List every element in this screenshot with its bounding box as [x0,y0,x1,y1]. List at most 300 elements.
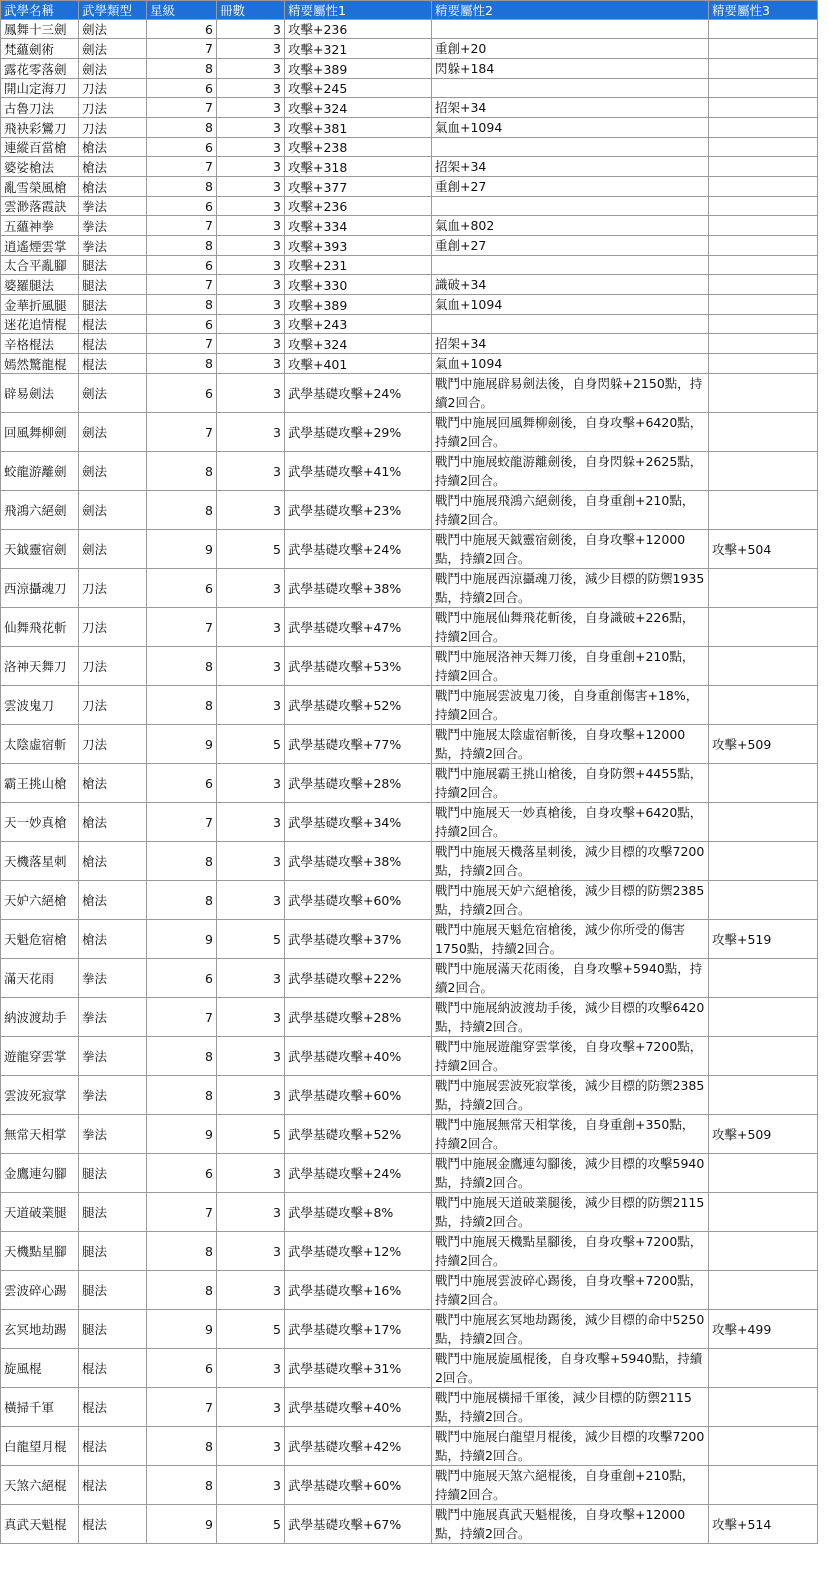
cell-type: 刀法 [79,647,147,686]
table-row [1,491,818,530]
cell-attr-2: 招架+34 [432,98,709,118]
cell-attr-1: 攻擊+236 [285,197,432,216]
cell-type: 棍法 [79,334,147,354]
cell-name: 雲波鬼刀 [1,686,79,725]
table-row [1,177,818,197]
cell-name: 橫掃千軍 [1,1388,79,1427]
cell-name: 天機點星腳 [1,1232,79,1271]
table-row [1,20,818,39]
cell-attr-1: 武學基礎攻擊+53% [285,647,432,686]
cell-attr-1: 攻擊+324 [285,334,432,354]
cell-attr-1: 武學基礎攻擊+38% [285,569,432,608]
cell-stars: 9 [147,530,217,569]
cell-stars: 9 [147,920,217,959]
cell-stars: 9 [147,725,217,764]
cell-attr-2: 戰鬥中施展天機點星腳後，自身攻擊+7200點，持續2回合。 [432,1232,709,1271]
cell-stars: 8 [147,236,217,256]
cell-attr-1: 攻擊+231 [285,256,432,275]
cell-attr-1: 武學基礎攻擊+24% [285,374,432,413]
table-row [1,256,818,275]
cell-attr-3 [709,79,818,98]
cell-attr-1: 武學基礎攻擊+60% [285,881,432,920]
cell-attr-1: 武學基礎攻擊+41% [285,452,432,491]
cell-stars: 8 [147,354,217,374]
cell-stars: 6 [147,20,217,39]
cell-name: 玄冥地劫踢 [1,1310,79,1349]
cell-volumes: 3 [217,998,285,1037]
cell-type: 劍法 [79,491,147,530]
cell-volumes: 3 [217,157,285,177]
cell-attr-3 [709,275,818,295]
cell-type: 劍法 [79,59,147,79]
cell-attr-2: 重創+27 [432,236,709,256]
cell-volumes: 3 [217,1427,285,1466]
cell-volumes: 3 [217,803,285,842]
cell-name: 天道破業腿 [1,1193,79,1232]
cell-attr-1: 武學基礎攻擊+77% [285,725,432,764]
cell-volumes: 3 [217,959,285,998]
cell-type: 腿法 [79,1193,147,1232]
cell-attr-2: 戰鬥中施展玄冥地劫踢後，減少目標的命中5250點，持續2回合。 [432,1310,709,1349]
table-row [1,725,818,764]
cell-attr-3 [709,959,818,998]
cell-attr-1: 武學基礎攻擊+37% [285,920,432,959]
cell-attr-3 [709,334,818,354]
cell-attr-1: 武學基礎攻擊+38% [285,842,432,881]
cell-type: 劍法 [79,374,147,413]
cell-stars: 6 [147,374,217,413]
table-row [1,686,818,725]
cell-attr-3 [709,608,818,647]
header-stars: 星級 [147,1,217,20]
cell-type: 拳法 [79,1115,147,1154]
cell-stars: 9 [147,1310,217,1349]
cell-attr-2: 氣血+1094 [432,354,709,374]
cell-attr-3 [709,764,818,803]
table-row [1,275,818,295]
cell-type: 棍法 [79,1427,147,1466]
cell-attr-2: 戰鬥中施展蛟龍游離劍後，自身閃躲+2625點，持續2回合。 [432,452,709,491]
table-row [1,118,818,138]
cell-name: 霸王挑山槍 [1,764,79,803]
cell-stars: 6 [147,764,217,803]
cell-attr-2: 戰鬥中施展天一妙真槍後，自身攻擊+6420點，持續2回合。 [432,803,709,842]
table-row [1,295,818,315]
cell-type: 槍法 [79,138,147,157]
cell-attr-1: 攻擊+401 [285,354,432,374]
cell-attr-1: 武學基礎攻擊+34% [285,803,432,842]
cell-attr-1: 攻擊+324 [285,98,432,118]
cell-type: 槍法 [79,920,147,959]
cell-volumes: 3 [217,216,285,236]
cell-stars: 8 [147,647,217,686]
cell-attr-2: 戰鬥中施展橫掃千軍後，減少目標的防禦2115點，持續2回合。 [432,1388,709,1427]
table-row [1,842,818,881]
table-row [1,413,818,452]
table-body [1,20,818,1544]
cell-volumes: 3 [217,79,285,98]
cell-name: 真武天魁棍 [1,1505,79,1544]
cell-volumes: 3 [217,842,285,881]
cell-name: 旋風棍 [1,1349,79,1388]
table-row [1,1076,818,1115]
cell-name: 無常天相掌 [1,1115,79,1154]
cell-name: 飛袂彩鸞刀 [1,118,79,138]
cell-stars: 8 [147,881,217,920]
cell-stars: 8 [147,1232,217,1271]
cell-attr-3: 攻擊+519 [709,920,818,959]
cell-volumes: 5 [217,725,285,764]
cell-type: 腿法 [79,256,147,275]
cell-name: 雲渺落霞訣 [1,197,79,216]
cell-volumes: 3 [217,354,285,374]
cell-name: 回風舞柳劍 [1,413,79,452]
table-row [1,1349,818,1388]
table-row [1,334,818,354]
cell-attr-1: 武學基礎攻擊+8% [285,1193,432,1232]
cell-type: 腿法 [79,1310,147,1349]
cell-attr-3 [709,1154,818,1193]
cell-type: 槍法 [79,764,147,803]
cell-volumes: 3 [217,98,285,118]
table-row [1,315,818,334]
cell-attr-1: 武學基礎攻擊+23% [285,491,432,530]
cell-attr-3 [709,354,818,374]
cell-type: 刀法 [79,608,147,647]
cell-stars: 7 [147,998,217,1037]
table-row [1,1193,818,1232]
cell-name: 露花零落劍 [1,59,79,79]
cell-name: 飛鴻六絕劍 [1,491,79,530]
cell-stars: 8 [147,118,217,138]
cell-stars: 6 [147,315,217,334]
cell-volumes: 3 [217,1193,285,1232]
cell-volumes: 3 [217,236,285,256]
cell-stars: 7 [147,216,217,236]
cell-stars: 8 [147,1076,217,1115]
cell-volumes: 3 [217,256,285,275]
cell-attr-3 [709,1037,818,1076]
cell-volumes: 3 [217,59,285,79]
table-row [1,354,818,374]
table-row [1,59,818,79]
cell-attr-2: 戰鬥中施展雲波死寂掌後，減少目標的防禦2385點，持續2回合。 [432,1076,709,1115]
table-row [1,608,818,647]
header-attr-2: 精要屬性2 [432,1,709,20]
cell-volumes: 3 [217,569,285,608]
cell-attr-3 [709,157,818,177]
cell-name: 天一妙真槍 [1,803,79,842]
cell-volumes: 3 [217,334,285,354]
cell-stars: 8 [147,1271,217,1310]
cell-name: 連縱百當槍 [1,138,79,157]
cell-name: 天魁危宿槍 [1,920,79,959]
cell-attr-2: 氣血+1094 [432,118,709,138]
cell-volumes: 3 [217,1154,285,1193]
cell-name: 白龍望月棍 [1,1427,79,1466]
cell-name: 嫣然驚龍棍 [1,354,79,374]
cell-name: 蛟龍游離劍 [1,452,79,491]
cell-attr-1: 武學基礎攻擊+52% [285,1115,432,1154]
table-row [1,1271,818,1310]
cell-attr-1: 武學基礎攻擊+24% [285,1154,432,1193]
table-row [1,79,818,98]
cell-name: 西涼攝魂刀 [1,569,79,608]
cell-attr-1: 攻擊+330 [285,275,432,295]
cell-volumes: 3 [217,1076,285,1115]
cell-name: 天機落星刺 [1,842,79,881]
cell-attr-2: 戰鬥中施展雲波鬼刀後，自身重創傷害+18%，持續2回合。 [432,686,709,725]
table-row [1,216,818,236]
cell-attr-2: 戰鬥中施展天道破業腿後，減少目標的防禦2115點，持續2回合。 [432,1193,709,1232]
cell-attr-1: 攻擊+318 [285,157,432,177]
cell-attr-2: 重創+27 [432,177,709,197]
cell-name: 辛格棍法 [1,334,79,354]
table-row [1,1154,818,1193]
cell-attr-3 [709,803,818,842]
cell-attr-2: 戰鬥中施展霸王挑山槍後，自身防禦+4455點，持續2回合。 [432,764,709,803]
cell-stars: 6 [147,197,217,216]
cell-stars: 7 [147,334,217,354]
cell-name: 天鉞靈宿劍 [1,530,79,569]
cell-stars: 7 [147,1193,217,1232]
cell-attr-1: 攻擊+238 [285,138,432,157]
cell-attr-2: 戰鬥中施展納波渡劫手後，減少目標的攻擊6420點，持續2回合。 [432,998,709,1037]
table-row [1,138,818,157]
cell-name: 開山定海刀 [1,79,79,98]
header-volumes: 冊數 [217,1,285,20]
cell-type: 槍法 [79,157,147,177]
cell-name: 遊龍穿雲掌 [1,1037,79,1076]
cell-volumes: 3 [217,881,285,920]
cell-type: 拳法 [79,998,147,1037]
cell-attr-3 [709,1076,818,1115]
cell-stars: 9 [147,1505,217,1544]
cell-attr-3 [709,881,818,920]
cell-stars: 8 [147,177,217,197]
cell-type: 拳法 [79,959,147,998]
cell-attr-2: 戰鬥中施展回風舞柳劍後，自身攻擊+6420點，持續2回合。 [432,413,709,452]
cell-type: 拳法 [79,197,147,216]
cell-stars: 7 [147,1388,217,1427]
cell-attr-3 [709,1232,818,1271]
cell-name: 五蘊神拳 [1,216,79,236]
cell-type: 刀法 [79,98,147,118]
cell-stars: 7 [147,98,217,118]
cell-attr-2 [432,256,709,275]
cell-attr-1: 武學基礎攻擊+67% [285,1505,432,1544]
cell-attr-1: 武學基礎攻擊+24% [285,530,432,569]
cell-volumes: 3 [217,1349,285,1388]
cell-volumes: 3 [217,39,285,59]
cell-volumes: 3 [217,608,285,647]
cell-attr-2: 閃躲+184 [432,59,709,79]
cell-type: 棍法 [79,1349,147,1388]
cell-stars: 8 [147,491,217,530]
cell-attr-2: 戰鬥中施展旋風棍後，自身攻擊+5940點，持續2回合。 [432,1349,709,1388]
cell-stars: 8 [147,842,217,881]
cell-type: 劍法 [79,39,147,59]
cell-attr-3 [709,569,818,608]
cell-type: 槍法 [79,803,147,842]
cell-volumes: 3 [217,20,285,39]
cell-stars: 7 [147,157,217,177]
cell-attr-3 [709,413,818,452]
cell-type: 劍法 [79,20,147,39]
cell-attr-3 [709,315,818,334]
cell-attr-3 [709,686,818,725]
cell-volumes: 3 [217,686,285,725]
header-name: 武學名稱 [1,1,79,20]
cell-attr-1: 武學基礎攻擊+31% [285,1349,432,1388]
cell-stars: 8 [147,59,217,79]
table-row [1,569,818,608]
cell-name: 金華折風腿 [1,295,79,315]
header-type: 武學類型 [79,1,147,20]
cell-attr-1: 攻擊+389 [285,295,432,315]
cell-type: 腿法 [79,275,147,295]
cell-stars: 6 [147,1154,217,1193]
cell-name: 納波渡劫手 [1,998,79,1037]
cell-attr-2: 戰鬥中施展天機落星刺後，減少目標的攻擊7200點，持續2回合。 [432,842,709,881]
cell-attr-2 [432,138,709,157]
cell-attr-2: 戰鬥中施展洛神天舞刀後，自身重創+210點，持續2回合。 [432,647,709,686]
cell-attr-3 [709,197,818,216]
cell-attr-1: 武學基礎攻擊+29% [285,413,432,452]
table-row [1,452,818,491]
cell-attr-3 [709,1427,818,1466]
cell-name: 婆娑槍法 [1,157,79,177]
cell-volumes: 3 [217,1271,285,1310]
cell-attr-2: 戰鬥中施展遊龍穿雲掌後，自身攻擊+7200點，持續2回合。 [432,1037,709,1076]
cell-attr-2: 戰鬥中施展天鉞靈宿劍後，自身攻擊+12000點，持續2回合。 [432,530,709,569]
cell-volumes: 3 [217,1388,285,1427]
cell-name: 滿天花雨 [1,959,79,998]
cell-stars: 8 [147,686,217,725]
cell-attr-2: 戰鬥中施展飛鴻六絕劍後，自身重創+210點，持續2回合。 [432,491,709,530]
table-row [1,959,818,998]
cell-attr-2: 戰鬥中施展仙舞飛花斬後，自身識破+226點，持續2回合。 [432,608,709,647]
cell-stars: 9 [147,1115,217,1154]
cell-type: 棍法 [79,354,147,374]
cell-stars: 8 [147,452,217,491]
cell-type: 棍法 [79,1466,147,1505]
cell-stars: 8 [147,1466,217,1505]
table-row [1,647,818,686]
table-row [1,374,818,413]
cell-volumes: 3 [217,315,285,334]
cell-attr-3 [709,452,818,491]
cell-name: 逍遙煙雲掌 [1,236,79,256]
cell-volumes: 3 [217,177,285,197]
cell-attr-2: 戰鬥中施展辟易劍法後，自身閃躲+2150點，持續2回合。 [432,374,709,413]
cell-attr-3 [709,256,818,275]
cell-attr-1: 攻擊+393 [285,236,432,256]
cell-name: 梵蘊劍術 [1,39,79,59]
header-attr-3: 精要屬性3 [709,1,818,20]
cell-volumes: 3 [217,764,285,803]
cell-type: 腿法 [79,1154,147,1193]
table-row [1,236,818,256]
cell-attr-3 [709,647,818,686]
cell-attr-2 [432,315,709,334]
cell-attr-3 [709,138,818,157]
cell-attr-1: 武學基礎攻擊+60% [285,1076,432,1115]
cell-type: 劍法 [79,413,147,452]
table-row [1,1037,818,1076]
table-row [1,39,818,59]
cell-attr-3 [709,177,818,197]
cell-stars: 6 [147,256,217,275]
table-row [1,1232,818,1271]
table-row [1,998,818,1037]
cell-volumes: 3 [217,452,285,491]
cell-type: 拳法 [79,216,147,236]
cell-attr-3 [709,118,818,138]
cell-attr-3: 攻擊+514 [709,1505,818,1544]
cell-attr-1: 武學基礎攻擊+47% [285,608,432,647]
cell-name: 天煞六絕棍 [1,1466,79,1505]
cell-attr-3 [709,1388,818,1427]
cell-volumes: 3 [217,647,285,686]
cell-attr-2: 戰鬥中施展金鷹連勾腳後，減少目標的攻擊5940點，持續2回合。 [432,1154,709,1193]
cell-type: 腿法 [79,1271,147,1310]
cell-attr-3 [709,374,818,413]
cell-attr-2: 戰鬥中施展天魁危宿槍後，減少你所受的傷害1750點，持續2回合。 [432,920,709,959]
cell-attr-3 [709,20,818,39]
cell-attr-2: 戰鬥中施展天煞六絕棍後，自身重創+210點，持續2回合。 [432,1466,709,1505]
cell-attr-2: 戰鬥中施展白龍望月棍後，減少目標的攻擊7200點，持續2回合。 [432,1427,709,1466]
cell-type: 槍法 [79,177,147,197]
cell-type: 刀法 [79,686,147,725]
cell-type: 拳法 [79,1076,147,1115]
cell-attr-2: 戰鬥中施展滿天花雨後，自身攻擊+5940點，持續2回合。 [432,959,709,998]
table-row [1,98,818,118]
cell-type: 腿法 [79,295,147,315]
cell-name: 古魯刀法 [1,98,79,118]
cell-name: 亂雪榮風槍 [1,177,79,197]
table-row [1,157,818,177]
cell-attr-1: 攻擊+245 [285,79,432,98]
cell-attr-1: 武學基礎攻擊+40% [285,1388,432,1427]
cell-type: 槍法 [79,842,147,881]
cell-attr-2: 識破+34 [432,275,709,295]
cell-volumes: 3 [217,197,285,216]
cell-attr-1: 武學基礎攻擊+52% [285,686,432,725]
cell-attr-3 [709,59,818,79]
cell-type: 刀法 [79,569,147,608]
cell-attr-2: 戰鬥中施展太陰虛宿斬後，自身攻擊+12000點，持續2回合。 [432,725,709,764]
cell-attr-1: 攻擊+334 [285,216,432,236]
cell-stars: 6 [147,138,217,157]
cell-type: 刀法 [79,118,147,138]
cell-attr-1: 武學基礎攻擊+16% [285,1271,432,1310]
cell-attr-2: 氣血+1094 [432,295,709,315]
cell-attr-1: 攻擊+321 [285,39,432,59]
cell-attr-2: 戰鬥中施展西涼攝魂刀後，減少目標的防禦1935點，持續2回合。 [432,569,709,608]
cell-name: 雲波碎心踢 [1,1271,79,1310]
cell-stars: 6 [147,79,217,98]
cell-attr-1: 武學基礎攻擊+60% [285,1466,432,1505]
cell-volumes: 5 [217,920,285,959]
cell-type: 腿法 [79,1232,147,1271]
cell-volumes: 5 [217,1310,285,1349]
cell-type: 劍法 [79,530,147,569]
cell-attr-1: 武學基礎攻擊+28% [285,998,432,1037]
cell-attr-1: 武學基礎攻擊+22% [285,959,432,998]
cell-stars: 8 [147,1427,217,1466]
cell-attr-3 [709,1466,818,1505]
